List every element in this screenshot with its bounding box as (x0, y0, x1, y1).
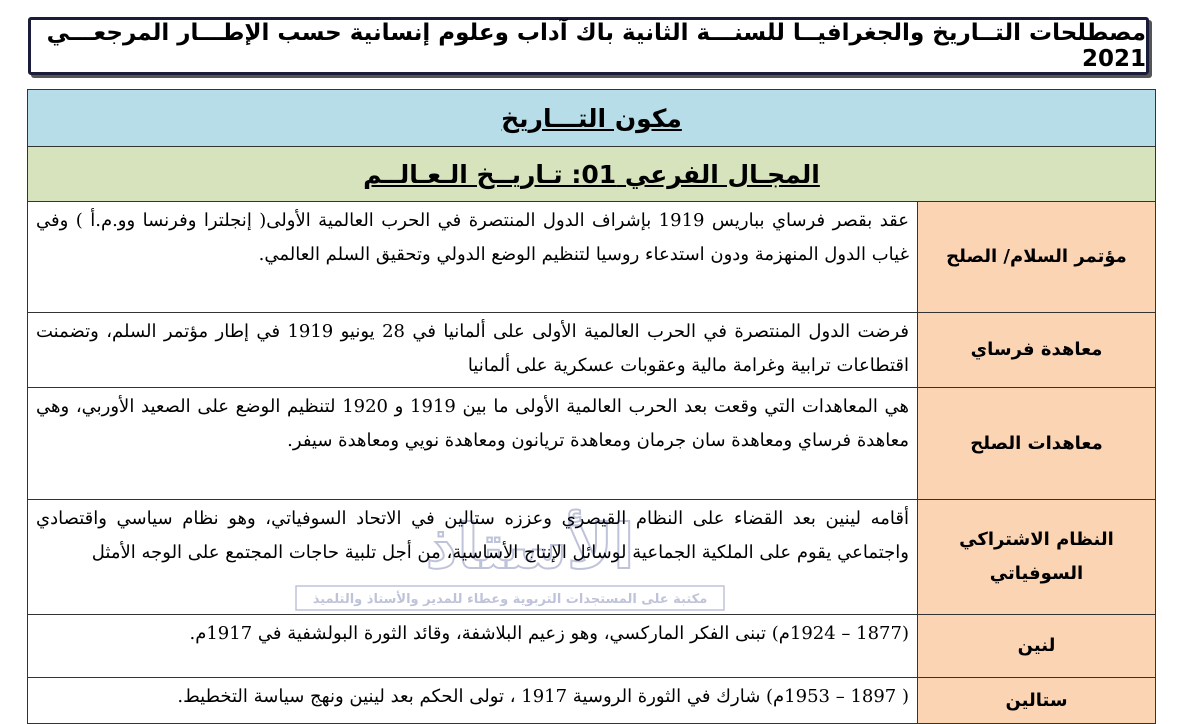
table-row (28, 313, 1155, 388)
term-cell: النظام الاشتراكي السوفياتي (917, 500, 1155, 614)
term-cell: مؤتمر السلام/ الصلح (917, 202, 1155, 312)
table-row (28, 615, 1155, 678)
term-cell: ستالين (917, 678, 1155, 723)
watermark-caption-text: مكتبة على المستجدات التربوية وعطاء للمدير والأستاذ والتلميذ (312, 592, 708, 607)
term-cell: لنين (917, 615, 1155, 677)
terms-table (27, 89, 1156, 724)
section-title: مكون التـــاريخ (28, 90, 1155, 147)
definition-cell: فرضت الدول المنتصرة في الحرب العالمية الأولى على ألمانيا في 28 يونيو 1919 في إطار مؤتمر السلم، وتضمنت اقتطاعات ترابية وغرامة مالية وعقوبات عسكرية على ألمانيا (36, 321, 910, 376)
table-row (28, 678, 1155, 723)
table-row (28, 500, 1155, 615)
term-cell: معاهدات الصلح (917, 388, 1155, 499)
table-row (28, 202, 1155, 313)
definition-cell: أقامه لينين بعد القضاء على النظام القيصري وعززه ستالين في الاتحاد السوفياتي، وهو نظام سياسي واقتصادي واجتماعي يقوم على الملكية الجماعية لوسائل الإنتاج الأساسية، من أجل تلبية حاجات المجتمع على الوجه الأمثل (36, 508, 909, 563)
definition-cell: (1877 – 1924م) تبنى الفكر الماركسي، وهو زعيم البلاشفة، وقائد الثورة البولشفية في 1917م. (189, 623, 909, 644)
definition-cell: عقد بقصر فرساي بباريس 1919 بإشراف الدول المنتصرة في الحرب العالمية الأولى( إنجلترا وفرنسا وو.م.أ ) وفي غياب الدول المنهزمة ودون استدعاء روسيا لتنظيم الوضع الدولي وتحقيق السلم العالمي. (36, 210, 909, 265)
definition-cell: هي المعاهدات التي وقعت بعد الحرب العالمية الأولى ما بين 1919 و 1920 لتنظيم الوضع على الصعيد الأوربي، وهي معاهدة فرساي ومعاهدة سان جرمان ومعاهدة تريانون ومعاهدة نويي ومعاهدة سيفر. (36, 396, 910, 451)
term-cell: معاهدة فرساي (917, 313, 1155, 387)
watermark-logo-text: الأستاذ (425, 510, 635, 583)
subsection-title: المجـال الفرعي 01: تـاريــخ الـعـالــم (28, 147, 1155, 202)
table-row (28, 388, 1155, 500)
definition-cell: ( 1897 – 1953م) شارك في الثورة الروسية 1917 ، تولى الحكم بعد لينين ونهج سياسة التخطيط. (177, 686, 909, 707)
page-title: مصطلحات التــاريخ والجغرافيــا للسنـــة الثانية باك آداب وعلوم إنسانية حسب الإطـــار المرجعـــي 2021 (28, 17, 1149, 75)
